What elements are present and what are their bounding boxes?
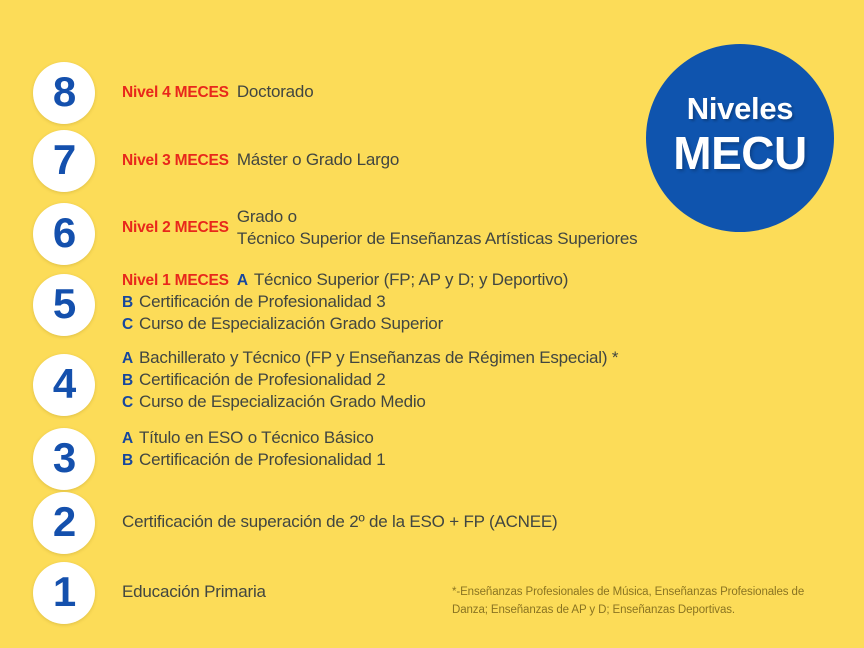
level-description: Grado o bbox=[236, 207, 297, 226]
level-number-circle bbox=[33, 562, 95, 624]
level-description: Certificación de Profesionalidad 1 bbox=[139, 450, 386, 469]
level-line bbox=[122, 314, 856, 334]
level-number-circle bbox=[33, 130, 95, 192]
item-letter: B bbox=[122, 372, 134, 389]
level-description: Máster o Grado Largo bbox=[236, 150, 400, 169]
level-number: 4 bbox=[52, 360, 76, 407]
item-letter: B bbox=[122, 452, 134, 469]
item-letter: A bbox=[122, 430, 134, 447]
level-line bbox=[122, 428, 856, 448]
level-content bbox=[122, 206, 856, 251]
level-line bbox=[122, 206, 856, 251]
level-description-stack bbox=[237, 206, 638, 251]
item-letter: B bbox=[122, 294, 134, 311]
level-number: 2 bbox=[52, 498, 76, 545]
level-line bbox=[122, 348, 856, 368]
level-number: 8 bbox=[52, 68, 76, 115]
level-description: Certificación de Profesionalidad 3 bbox=[139, 292, 386, 311]
level-number: 7 bbox=[52, 136, 76, 183]
level-description: Título en ESO o Técnico Básico bbox=[139, 428, 374, 447]
item-letter: C bbox=[122, 316, 134, 333]
level-description: Curso de Especialización Grado Medio bbox=[139, 392, 426, 411]
item-letter: A bbox=[122, 350, 134, 367]
level-line bbox=[122, 82, 856, 102]
level-description: Certificación de superación de 2º de la ESO + FP (ACNEE) bbox=[122, 512, 558, 531]
meces-label: Nivel 3 MECES bbox=[122, 152, 229, 169]
level-content bbox=[122, 428, 856, 470]
level-content bbox=[122, 270, 856, 334]
level-description: Doctorado bbox=[236, 82, 314, 101]
meces-label: Nivel 2 MECES bbox=[122, 219, 229, 237]
level-line bbox=[122, 392, 856, 412]
level-description: Educación Primaria bbox=[122, 582, 266, 601]
level-content bbox=[122, 150, 856, 170]
level-line bbox=[122, 370, 856, 390]
level-number: 1 bbox=[52, 568, 76, 615]
level-number: 3 bbox=[52, 434, 76, 481]
item-letter: C bbox=[122, 394, 134, 411]
level-number: 6 bbox=[52, 209, 76, 256]
level-description: Certificación de Profesionalidad 2 bbox=[139, 370, 386, 389]
level-number-circle bbox=[33, 428, 95, 490]
level-content bbox=[122, 512, 856, 532]
level-number-circle bbox=[33, 62, 95, 124]
level-number-circle bbox=[33, 274, 95, 336]
level-line bbox=[122, 450, 856, 470]
footnote-text: *-Enseñanzas Profesionales de Música, Enseñanzas Profesionales de Danza; Enseñanzas de AP y D; Enseñanzas Deportivas. bbox=[452, 586, 805, 616]
level-description: Bachillerato y Técnico (FP y Enseñanzas de Régimen Especial) * bbox=[139, 348, 619, 367]
item-letter: A bbox=[236, 272, 249, 289]
level-content bbox=[122, 82, 856, 102]
level-line bbox=[122, 512, 856, 532]
level-line bbox=[122, 292, 856, 312]
level-description: Técnico Superior de Enseñanzas Artísticas Superiores bbox=[236, 229, 638, 249]
badge-title-line2: MECU bbox=[673, 127, 807, 180]
level-description: Técnico Superior (FP; AP y D; y Deportivo) bbox=[253, 270, 569, 289]
level-number-circle bbox=[33, 203, 95, 265]
niveles-mecu-badge bbox=[646, 44, 834, 232]
badge-title-line1: Niveles bbox=[686, 90, 794, 126]
level-description: Curso de Especialización Grado Superior bbox=[139, 314, 444, 333]
level-content bbox=[122, 348, 856, 412]
level-line bbox=[122, 270, 856, 290]
meces-label: Nivel 4 MECES bbox=[122, 84, 229, 101]
level-line bbox=[122, 150, 856, 170]
level-number: 5 bbox=[52, 280, 76, 327]
meces-label: Nivel 1 MECES bbox=[122, 272, 229, 289]
level-number-circle bbox=[33, 354, 95, 416]
level-number-circle bbox=[33, 492, 95, 554]
